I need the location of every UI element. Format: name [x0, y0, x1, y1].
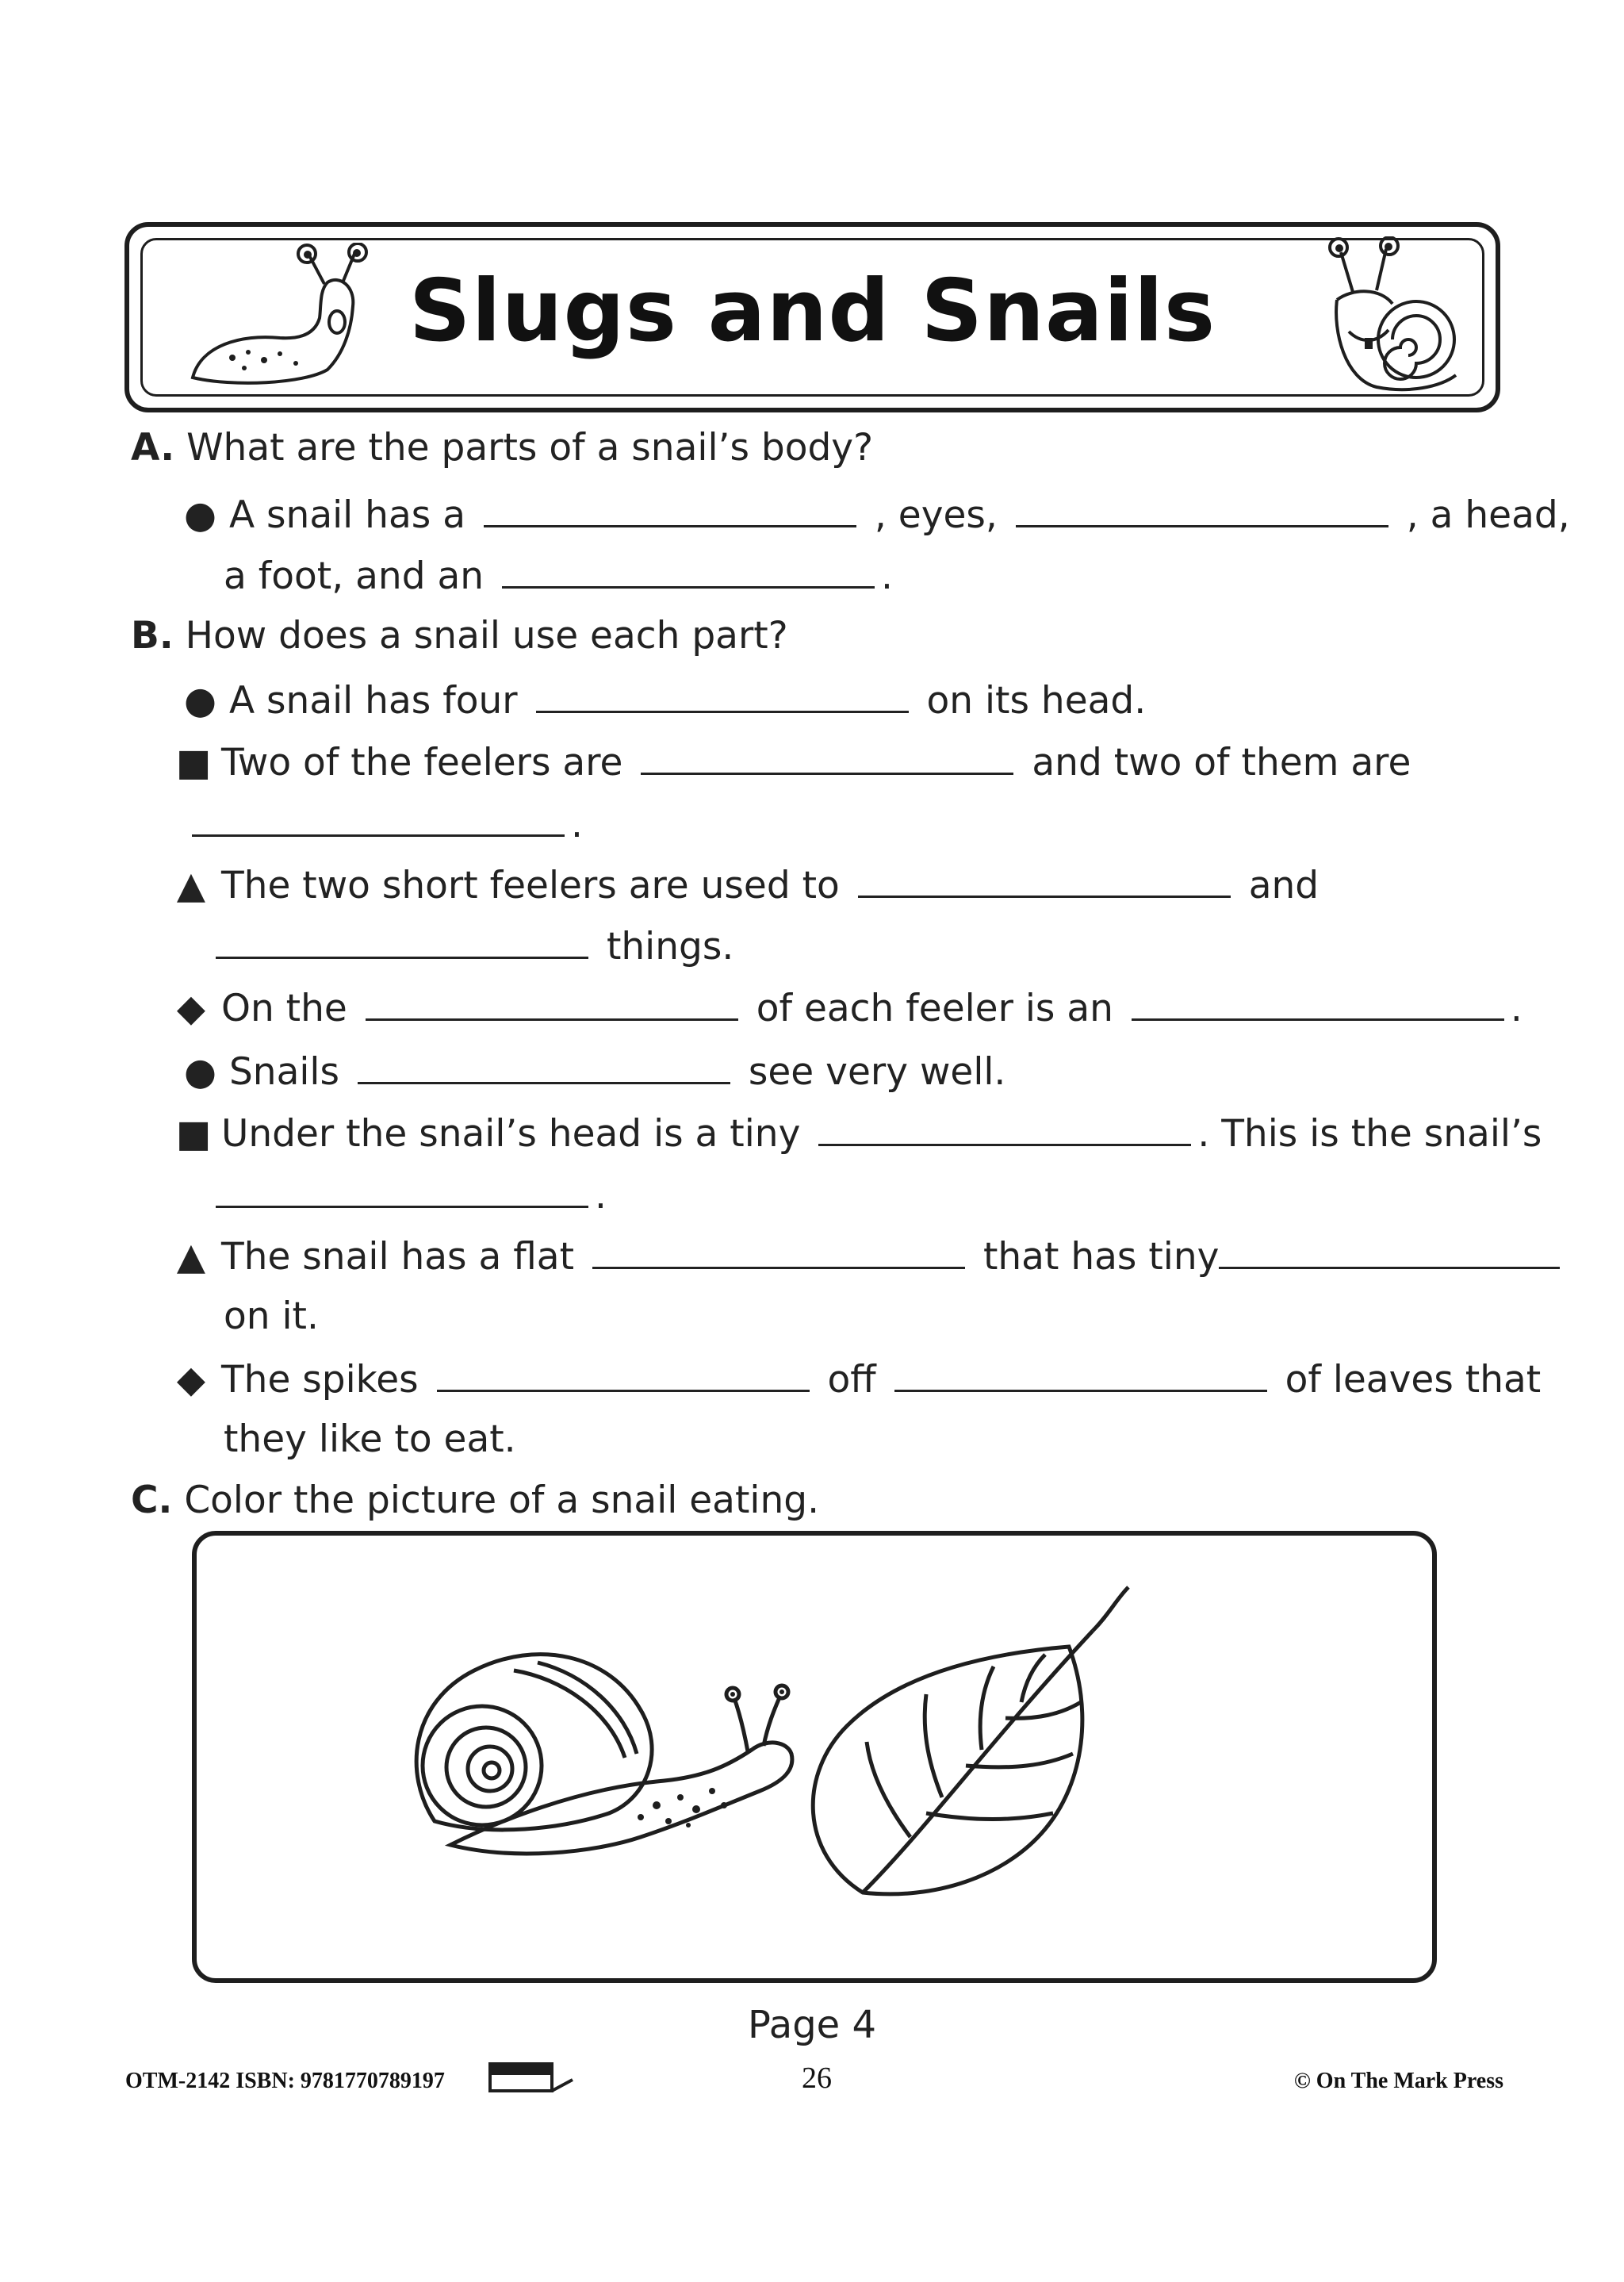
- question-c-label: C.: [131, 1479, 173, 1522]
- footer-publisher: © On The Mark Press: [1293, 2069, 1503, 2093]
- triangle-bullet-icon: ▲: [176, 1235, 206, 1279]
- question-b-item-continued: on it.: [224, 1294, 319, 1338]
- question-b-item-continued: they like to eat.: [224, 1417, 516, 1461]
- answer-blank[interactable]: [358, 1047, 730, 1084]
- question-b-item: ◆ On the of each feeler is an .: [176, 984, 1522, 1033]
- answer-blank[interactable]: [502, 551, 875, 589]
- question-b-item-continued: .: [192, 800, 583, 849]
- book-icon: [485, 2056, 580, 2097]
- question-a-label: A.: [131, 426, 175, 470]
- question-b-item: ◆ The spikes off of leaves that: [176, 1355, 1541, 1404]
- question-b-item: ■ Under the snail’s head is a tiny . This is the snail’s: [176, 1109, 1542, 1158]
- answer-blank[interactable]: [437, 1355, 810, 1392]
- snail-eating-leaf-illustration: [355, 1583, 1212, 1916]
- footer-isbn: OTM-2142 ISBN: 9781770789197: [125, 2069, 445, 2093]
- snail-cartoon-icon: [1321, 236, 1464, 399]
- answer-blank[interactable]: [484, 490, 856, 527]
- triangle-bullet-icon: ▲: [176, 864, 206, 907]
- answer-blank[interactable]: [641, 738, 1013, 775]
- question-c: [131, 1477, 819, 1525]
- answer-blank[interactable]: [536, 676, 909, 713]
- answer-blank[interactable]: [366, 984, 738, 1021]
- square-bullet-icon: ■: [176, 741, 212, 784]
- answer-blank[interactable]: [1219, 1232, 1560, 1269]
- question-b-text: How does a snail use each part?: [185, 614, 788, 658]
- answer-blank[interactable]: [192, 800, 565, 837]
- question-a-text: What are the parts of a snail’s body?: [186, 426, 874, 470]
- dot-bullet-icon: ●: [184, 679, 217, 723]
- answer-blank[interactable]: [1016, 490, 1388, 527]
- diamond-bullet-icon: ◆: [176, 987, 206, 1030]
- question-b-item: ■ Two of the feelers are and two of them are: [176, 738, 1411, 787]
- question-a: [131, 424, 873, 472]
- answer-blank[interactable]: [216, 922, 588, 959]
- question-a-bullet-continued: a foot, and an .: [224, 551, 893, 600]
- page-label: Page 4: [748, 2003, 876, 2047]
- question-b: [131, 612, 788, 660]
- answer-blank[interactable]: [216, 1171, 588, 1208]
- answer-blank[interactable]: [818, 1109, 1191, 1146]
- footer-page-number: 26: [802, 2061, 832, 2095]
- question-b-item: ● A snail has four on its head.: [184, 676, 1146, 725]
- question-b-item-continued: things.: [216, 922, 733, 971]
- answer-blank[interactable]: [858, 861, 1231, 898]
- title-banner: [124, 222, 1500, 412]
- question-b-item-continued: .: [216, 1171, 607, 1220]
- dot-bullet-icon: ●: [184, 493, 217, 537]
- dot-bullet-icon: ●: [184, 1050, 217, 1094]
- answer-blank[interactable]: [592, 1232, 965, 1269]
- page-title: Slugs and Snails: [408, 262, 1216, 361]
- question-b-item: ● Snails see very well.: [184, 1047, 1005, 1096]
- question-b-item: ▲ The two short feelers are used to and: [176, 861, 1319, 910]
- question-a-bullet: ● A snail has a , eyes, , a head,: [184, 490, 1570, 539]
- answer-blank[interactable]: [1132, 984, 1504, 1021]
- square-bullet-icon: ■: [176, 1112, 212, 1156]
- coloring-picture-box: [192, 1531, 1437, 1983]
- diamond-bullet-icon: ◆: [176, 1358, 206, 1402]
- question-b-item: ▲ The snail has a flat that has tiny: [176, 1232, 1566, 1281]
- answer-blank[interactable]: [894, 1355, 1267, 1392]
- question-c-text: Color the picture of a snail eating.: [184, 1479, 820, 1522]
- question-b-label: B.: [131, 614, 174, 658]
